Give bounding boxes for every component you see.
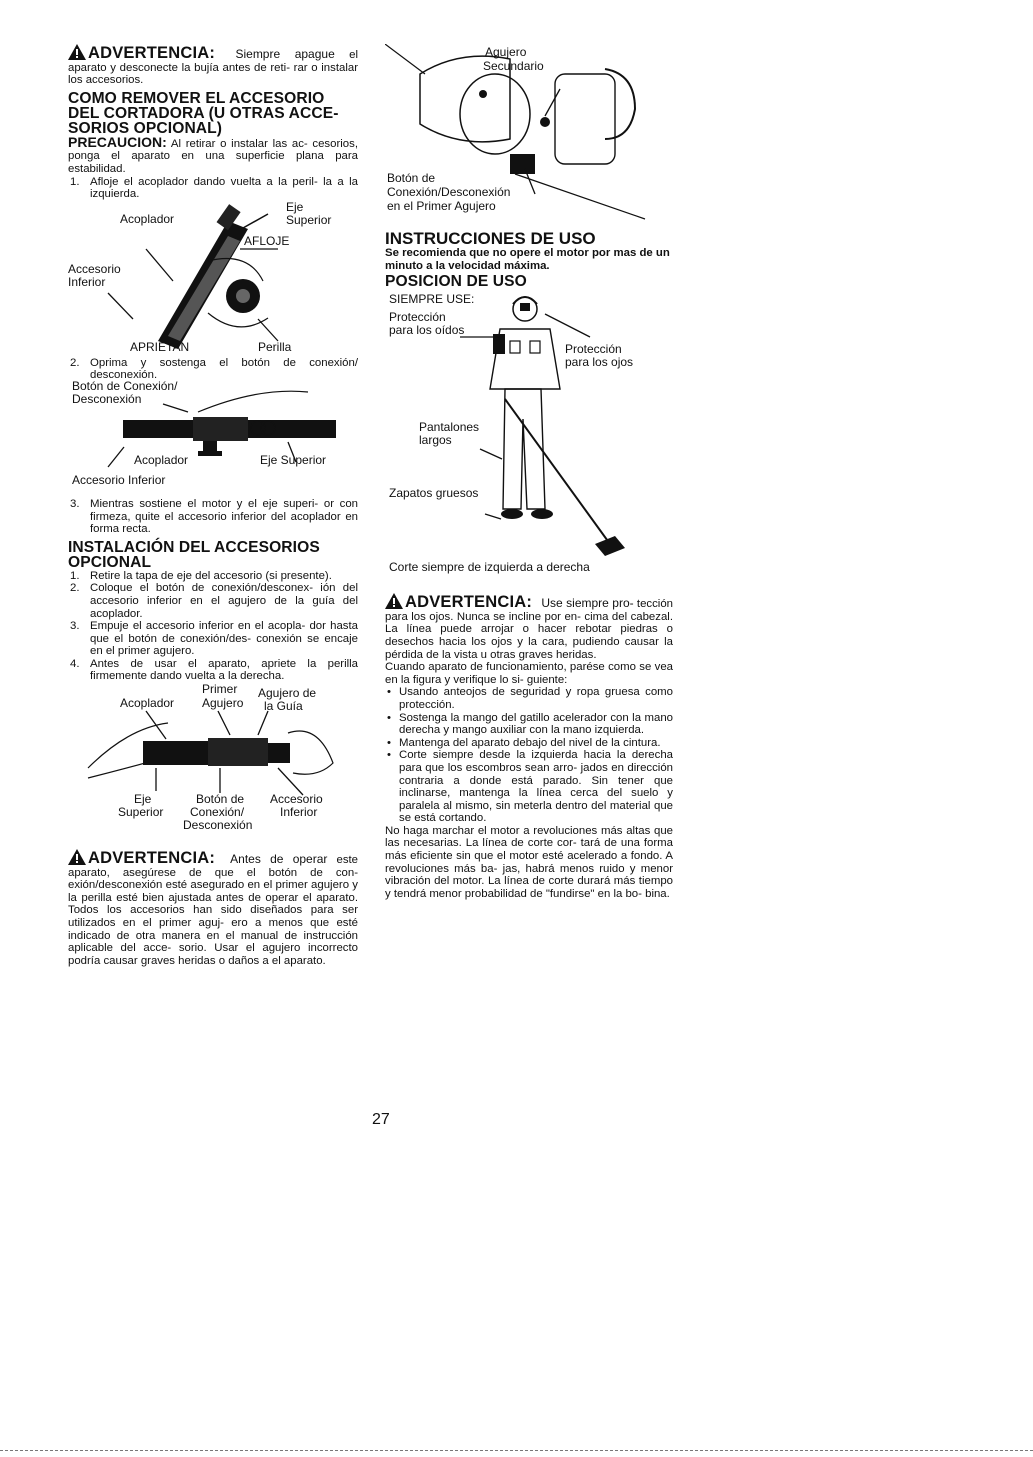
label-la-guia: la Guía (264, 699, 303, 714)
figure-press-button (68, 378, 358, 492)
label-acoplador: Acoplador (120, 211, 175, 226)
use-note: Se recomienda que no opere el motor por mas de un minuto a la velocidad máxima. (385, 247, 670, 272)
label-eje: Eje (286, 199, 304, 214)
label-proteccion-oidos-2: para los oídos (389, 323, 465, 338)
label-proteccion-ojos-2: para los ojos (565, 355, 634, 370)
remove-steps-list (68, 176, 358, 201)
figure-loosen-coupler (68, 199, 358, 354)
right-column (385, 44, 673, 900)
warning-remove (68, 44, 358, 87)
list-item: • Usando anteojos de seguridad y ropa gruesa como protección. (385, 686, 673, 711)
label-inferior: Inferior (68, 274, 106, 289)
label-zapatos: Zapatos gruesos (389, 486, 479, 501)
label-eje: Eje (134, 792, 152, 807)
list-item: 4. Antes de usar el aparato, apriete la perilla firmemente dando vuelta a la derecha. (70, 657, 358, 683)
warning-lead: Use siempre pro- (541, 596, 634, 611)
label-acoplador: Acoplador (134, 452, 189, 467)
label-accesorio: Accesorio (68, 261, 121, 276)
warning-lead: Siempre apague (235, 47, 335, 61)
label-conexion: Conexión/Desconexión (387, 185, 511, 199)
label-acoplador: Acoplador (120, 696, 175, 711)
list-item: • Corte siempre desde la izquierda hacia la derecha para que los escombros sean arro- jados en dirección contraria a donde está parado. Sin tener que inclinarse, mantenga la línea cerca del suelo y paralela al mismo, sin meterla dentro del material que se está cortando. (385, 749, 673, 825)
warning-title: ADVERTENCIA: (88, 849, 216, 868)
warning-lead: Antes de operar (230, 852, 328, 867)
label-agujero-de: Agujero de (258, 686, 317, 701)
list-item: 1. Afloje el acoplador dando vuelta a la peril- la a la izquierda. (70, 175, 358, 201)
list-item: 1. Retire la tapa de eje del accesorio (si presente). (70, 569, 332, 582)
figure-secondary-hole (385, 44, 673, 224)
label-superior: Superior (286, 212, 332, 227)
label-accesorio-inferior: Accesorio Inferior (72, 472, 166, 487)
install-steps-list (68, 570, 358, 683)
heading-install-accessory: INSTALACIÓN DEL ACCESORIOS OPCIONAL (68, 538, 320, 571)
label-pantalones: Pantalones (419, 420, 480, 435)
label-primer-agujero: en el Primer Agujero (387, 199, 496, 213)
label-corte: Corte siempre de izquierda a derecha (389, 560, 590, 575)
label-boton-de: Botón de (387, 171, 436, 185)
label-aprietan: APRIETAN (130, 339, 190, 354)
label-primer: Primer (202, 682, 238, 697)
figure-operating-position (385, 289, 673, 579)
label-agujero: Agujero (485, 45, 527, 59)
warning-operate (68, 849, 358, 967)
figure-install-coupler (68, 683, 358, 833)
label-inferior: Inferior (280, 805, 318, 820)
warning-text: este aparato, asegúrese de que el botón de con- exión/desconexión esté asegurado en el primer agujero y la perilla esté bien ajustada antes de operar el aparato. Todos los accesorios han sido diseñados para ser utilizados en el primer aguj- ero a menos que esté indicado de otra manera en el manual de instrucción aplicable del acce- sorio. Usar el agujero incorrecto podría causar graves heridas o daños a el aparato. (68, 854, 359, 967)
list-item: 2. Oprima y sostenga el botón de conexión/ desconexión. (70, 356, 358, 382)
label-eje-superior: Eje Superior (260, 452, 327, 467)
warning-title: ADVERTENCIA: (88, 44, 216, 62)
caution-remove (68, 133, 358, 176)
label-perilla: Perilla (258, 339, 292, 354)
heading-position: POSICION DE USO (385, 273, 527, 291)
running-intro: Cuando aparato de funcionamiento, parése como se vea en la figura y verifique lo si- guiente: (385, 661, 673, 686)
label-largos: largos (419, 433, 452, 448)
label-proteccion-oidos-1: Protección (389, 310, 446, 325)
label-boton-conexion: Botón de Conexión/ (72, 378, 178, 393)
caution-text: Al retirar o instalar las ac- cesorios, ponga el aparato en una superficie plana para estabilidad. (68, 137, 358, 175)
bottom-divider (0, 1450, 1033, 1451)
caution-title: PRECAUCION: (68, 133, 167, 150)
list-item: 2. Coloque el botón de conexión/desconex- ión del accesorio inferior en el agujero de la guía del acoplador. (70, 582, 358, 620)
label-secundario: Secundario (483, 59, 544, 73)
operating-checklist (385, 686, 673, 825)
left-column (68, 44, 358, 967)
heading-remove-accessory: COMO REMOVER EL ACCESORIO DEL CORTADORA (U OTRAS ACCE- SORIOS OPCIONAL) (68, 89, 339, 137)
label-agujero: Agujero (202, 696, 244, 711)
warning-icon (68, 849, 86, 865)
warning-icon (68, 44, 86, 60)
list-item: 3. Empuje el accesorio inferior en el acopla- dor hasta que el botón de conexión/des- conexión se encaje en el primer agujero. (70, 620, 358, 658)
label-siempre-use: SIEMPRE USE: (389, 292, 475, 307)
list-item: • Sostenga la mango del gatillo acelerador con la mano derecha y mango auxiliar con la mano izquierda. (385, 712, 673, 737)
list-item: 3. Mientras sostiene el motor y el eje superi- or con firmeza, quite el accesorio inferior del acoplador en forma recta. (70, 497, 358, 536)
label-conexion: Conexión/ (190, 805, 245, 820)
warning-text: tección para los ojos. Nunca se incline por en- cima del cabezal. La línea puede arrojar o hacer rebotar piedras o desechos hacia los ojos y la cara, pudiendo causar la pérdida de la vista u otras graves heridas. (385, 598, 673, 661)
list-item: • Mantenga del aparato debajo del nivel de la cintura. (385, 737, 673, 750)
label-boton-de: Botón de (196, 792, 245, 807)
warning-title: ADVERTENCIA: (405, 593, 533, 612)
page-number: 27 (372, 1111, 390, 1128)
warning-icon (385, 593, 403, 609)
label-desconexion: Desconexión (183, 818, 253, 833)
label-superior: Superior (118, 805, 164, 820)
label-proteccion-ojos-1: Protección (565, 342, 622, 357)
label-desconexion: Desconexión (72, 391, 142, 406)
label-accesorio: Accesorio (270, 792, 323, 807)
warning-text: el aparato y desconecte la bujía antes de reti- rar o instalar los accesorios. (68, 49, 359, 87)
remove-step-3 (68, 498, 358, 536)
closing-paragraph: No haga marchar el motor a revoluciones más altas que las necesarias. La línea de corte cor- tará de una forma más eficiente sin que el motor esté acelerado a fondo. A revoluciones más ba- jas, habrá menos ruido y menor vibración del motor. La línea de corte durará más tiempo y tendrá menor probabilidad de "fundirse" en la bo- bina. (385, 824, 673, 900)
label-afloje: AFLOJE (244, 233, 290, 248)
heading-instructions: INSTRUCCIONES DE USO (385, 229, 596, 248)
warning-eye-protection (385, 593, 673, 661)
